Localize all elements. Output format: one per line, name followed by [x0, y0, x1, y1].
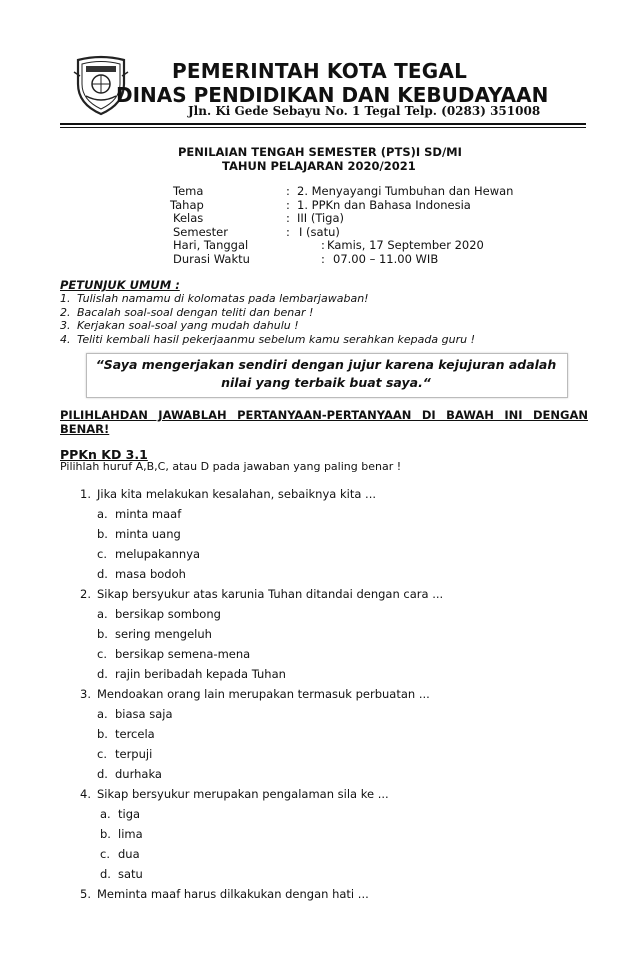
instructions-title: PETUNJUK UMUM : [60, 278, 180, 292]
instruction-number: 3. [60, 319, 71, 332]
question-text: Meminta maaf harus dilkakukan dengan hati ... [97, 887, 369, 901]
info-value: 1. PPKn dan Bahasa Indonesia [297, 198, 471, 212]
option-key: d. [97, 567, 108, 581]
option-text: terpuji [115, 747, 153, 761]
option-text: melupakannya [115, 547, 201, 561]
info-colon: : [286, 198, 290, 212]
question-text: Mendoakan orang lain merupakan termasuk perbuatan ... [97, 687, 430, 701]
option-text: tercela [115, 727, 155, 741]
option-key: c. [100, 847, 110, 861]
info-value: Kamis, 17 September 2020 [327, 238, 484, 252]
main-instruction: PILIHLAHDAN JAWABLAH PERTANYAAN-PERTANYAAN DI BAWAH INI DENGAN BENAR! [60, 408, 588, 436]
question-number: 4. [80, 787, 91, 801]
exam-year: TAHUN PELAJARAN 2020/2021 [222, 159, 416, 173]
option-key: c. [97, 747, 107, 761]
info-label: Hari, Tanggal [173, 238, 249, 252]
option-key: b. [100, 827, 111, 841]
option-key: d. [97, 667, 108, 681]
option-text: satu [118, 867, 143, 881]
header-department: DINAS PENDIDIKAN DAN KEBUDAYAAN [116, 83, 549, 107]
instruction-text: Tulislah namamu di kolomatas pada lembarjawaban! [77, 292, 369, 305]
info-label: Durasi Waktu [173, 252, 250, 266]
option-text: minta uang [115, 527, 181, 541]
option-text: sering mengeluh [115, 627, 212, 641]
option-text: masa bodoh [115, 567, 186, 581]
option-key: a. [97, 507, 108, 521]
instruction-item [60, 319, 475, 333]
instructions-list [60, 292, 475, 346]
option-key: b. [97, 727, 108, 741]
option-text: dua [118, 847, 140, 861]
instruction-text: Teliti kembali hasil pekerjaanmu sebelum kamu serahkan kepada guru ! [77, 332, 475, 346]
option-key: c. [97, 547, 107, 561]
header-address: Jln. Ki Gede Sebayu No. 1 Tegal Telp. (0283) 351008 [188, 104, 541, 118]
instruction-number: 4. [60, 332, 71, 346]
section-title: PPKn KD 3.1 [60, 447, 148, 462]
motto-quote [86, 356, 566, 392]
info-colon: : [321, 238, 325, 252]
option-key: b. [97, 627, 108, 641]
exam-title: PENILAIAN TENGAH SEMESTER (PTS)I SD/MI [178, 145, 462, 159]
info-value: III (Tiga) [297, 211, 345, 225]
option-key: a. [100, 807, 111, 821]
header-divider [60, 123, 586, 125]
instruction-number: 2. [60, 305, 71, 319]
instruction-item [60, 333, 475, 347]
option-key: a. [97, 607, 108, 621]
instruction-item [60, 292, 475, 306]
question-text: Sikap bersyukur merupakan pengalaman sila ke ... [97, 787, 389, 801]
option-key: a. [97, 707, 108, 721]
option-key: d. [100, 867, 111, 881]
instruction-text: Bacalah soal-soal dengan teliti dan benar ! [77, 305, 314, 319]
info-label: Tema [173, 184, 204, 198]
question-number: 1. [80, 487, 91, 501]
info-label: Semester [173, 225, 228, 239]
instruction-item [60, 306, 475, 320]
info-label: Kelas [173, 211, 204, 225]
section-subtitle: Pilihlah huruf A,B,C, atau D pada jawaban yang paling benar ! [60, 460, 402, 473]
instruction-text: Kerjakan soal-soal yang mudah dahulu ! [77, 319, 299, 332]
question-number: 2. [80, 587, 91, 601]
option-key: b. [97, 527, 108, 541]
question-text: Jika kita melakukan kesalahan, sebaiknya kita ... [97, 487, 377, 501]
question-number: 3. [80, 687, 91, 701]
info-value: I (satu) [299, 225, 340, 239]
option-text: bersikap sombong [115, 607, 221, 621]
option-key: d. [97, 767, 108, 781]
motto-line-2: nilai yang terbaik buat saya.“ [221, 375, 431, 390]
info-colon: : [286, 184, 290, 198]
option-text: tiga [118, 807, 141, 821]
info-colon: : [286, 211, 290, 225]
option-key: c. [97, 647, 107, 661]
info-colon: : [286, 225, 290, 239]
question-text: Sikap bersyukur atas karunia Tuhan ditandai dengan cara ... [97, 587, 444, 601]
option-text: minta maaf [115, 507, 182, 521]
motto-line-1: “Saya mengerjakan sendiri dengan jujur karena kejujuran adalah [95, 357, 557, 372]
header-divider-thin [60, 127, 586, 128]
option-text: biasa saja [115, 707, 173, 721]
option-text: durhaka [115, 767, 162, 781]
info-label: Tahap [170, 198, 204, 212]
question-number: 5. [80, 887, 91, 901]
option-text: bersikap semena-mena [115, 647, 251, 661]
option-text: lima [118, 827, 143, 841]
info-value: 2. Menyayangi Tumbuhan dan Hewan [297, 184, 514, 198]
info-colon: : [321, 252, 325, 266]
option-text: rajin beribadah kepada Tuhan [115, 667, 286, 681]
info-value: 07.00 – 11.00 WIB [333, 252, 439, 266]
header-government: PEMERINTAH KOTA TEGAL [172, 59, 468, 83]
instruction-number: 1. [60, 292, 71, 305]
